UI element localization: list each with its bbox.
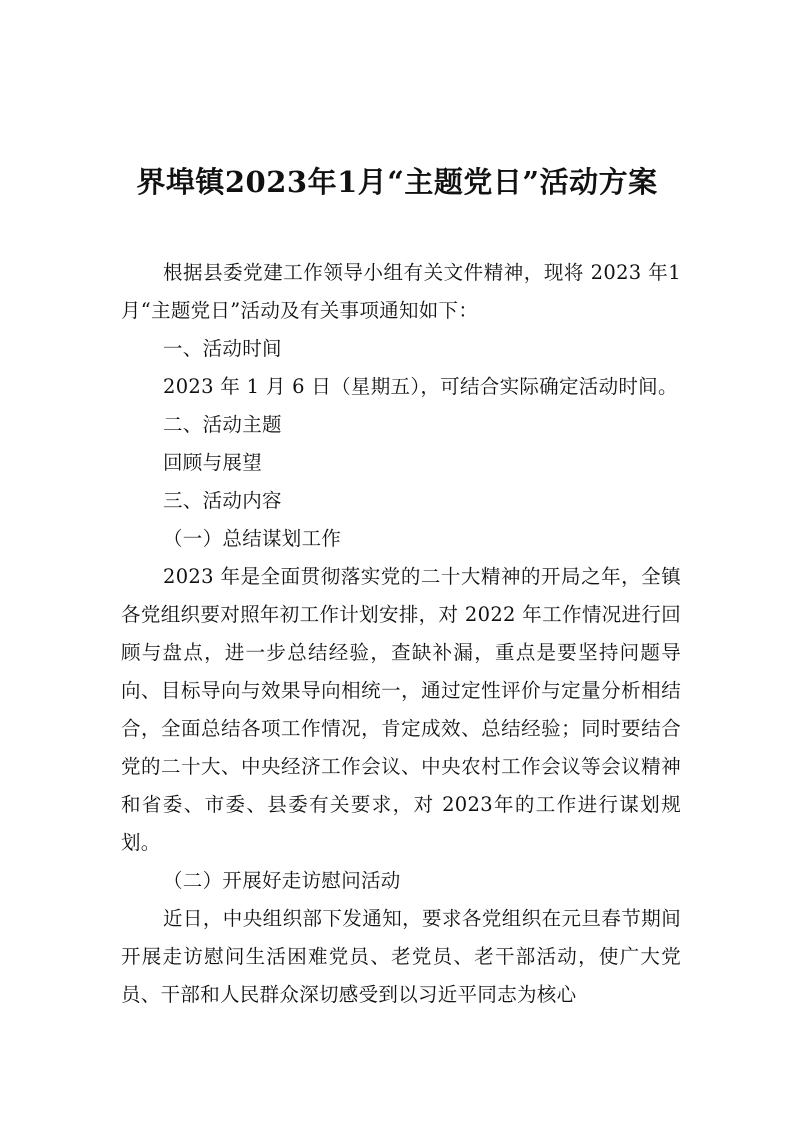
intro-paragraph: 根据县委党建工作领导小组有关文件精神，现将 2023 年1月“主题党日”活动及有关事项通知如下： <box>121 261 681 322</box>
subsection-heading-visits: （二）开展好走访慰问活动 <box>163 869 401 892</box>
activity-theme-text: 回顾与展望 <box>163 451 263 474</box>
section-heading-theme: 二、活动主题 <box>163 413 282 436</box>
activity-time-text: 2023 年 1 月 6 日（星期五），可结合实际确定活动时间。 <box>163 375 678 398</box>
section-heading-time: 一、活动时间 <box>163 337 282 360</box>
visits-paragraph: 近日，中央组织部下发通知，要求各党组织在元旦春节期间开展走访慰问生活困难党员、老党员、老干部活动，使广大党员、干部和人民群众深切感受到以习近平同志为核心 <box>121 907 681 1006</box>
subsection-heading-summary: （一）总结谋划工作 <box>163 527 342 550</box>
document-body <box>121 254 681 1014</box>
document-title: 界埠镇2023年1月“主题党日”活动方案 <box>136 165 658 199</box>
section-heading-content: 三、活动内容 <box>163 489 282 512</box>
summary-paragraph: 2023 年是全面贯彻落实党的二十大精神的开局之年，全镇各党组织要对照年初工作计划安排，对 2022 年工作情况进行回顾与盘点，进一步总结经验，查缺补漏，重点是要坚持问题导向、目标导向与效果导向相统一，通过定性评价与定量分析相结合，全面总结各项工作情况，肯定成效、总结经验；同时要结合党的二十大、中央经济工作会议、中央农村工作会议等会议精神和省委、市委、县委有关要求，对 2023年的工作进行谋划规划。 <box>121 565 681 854</box>
